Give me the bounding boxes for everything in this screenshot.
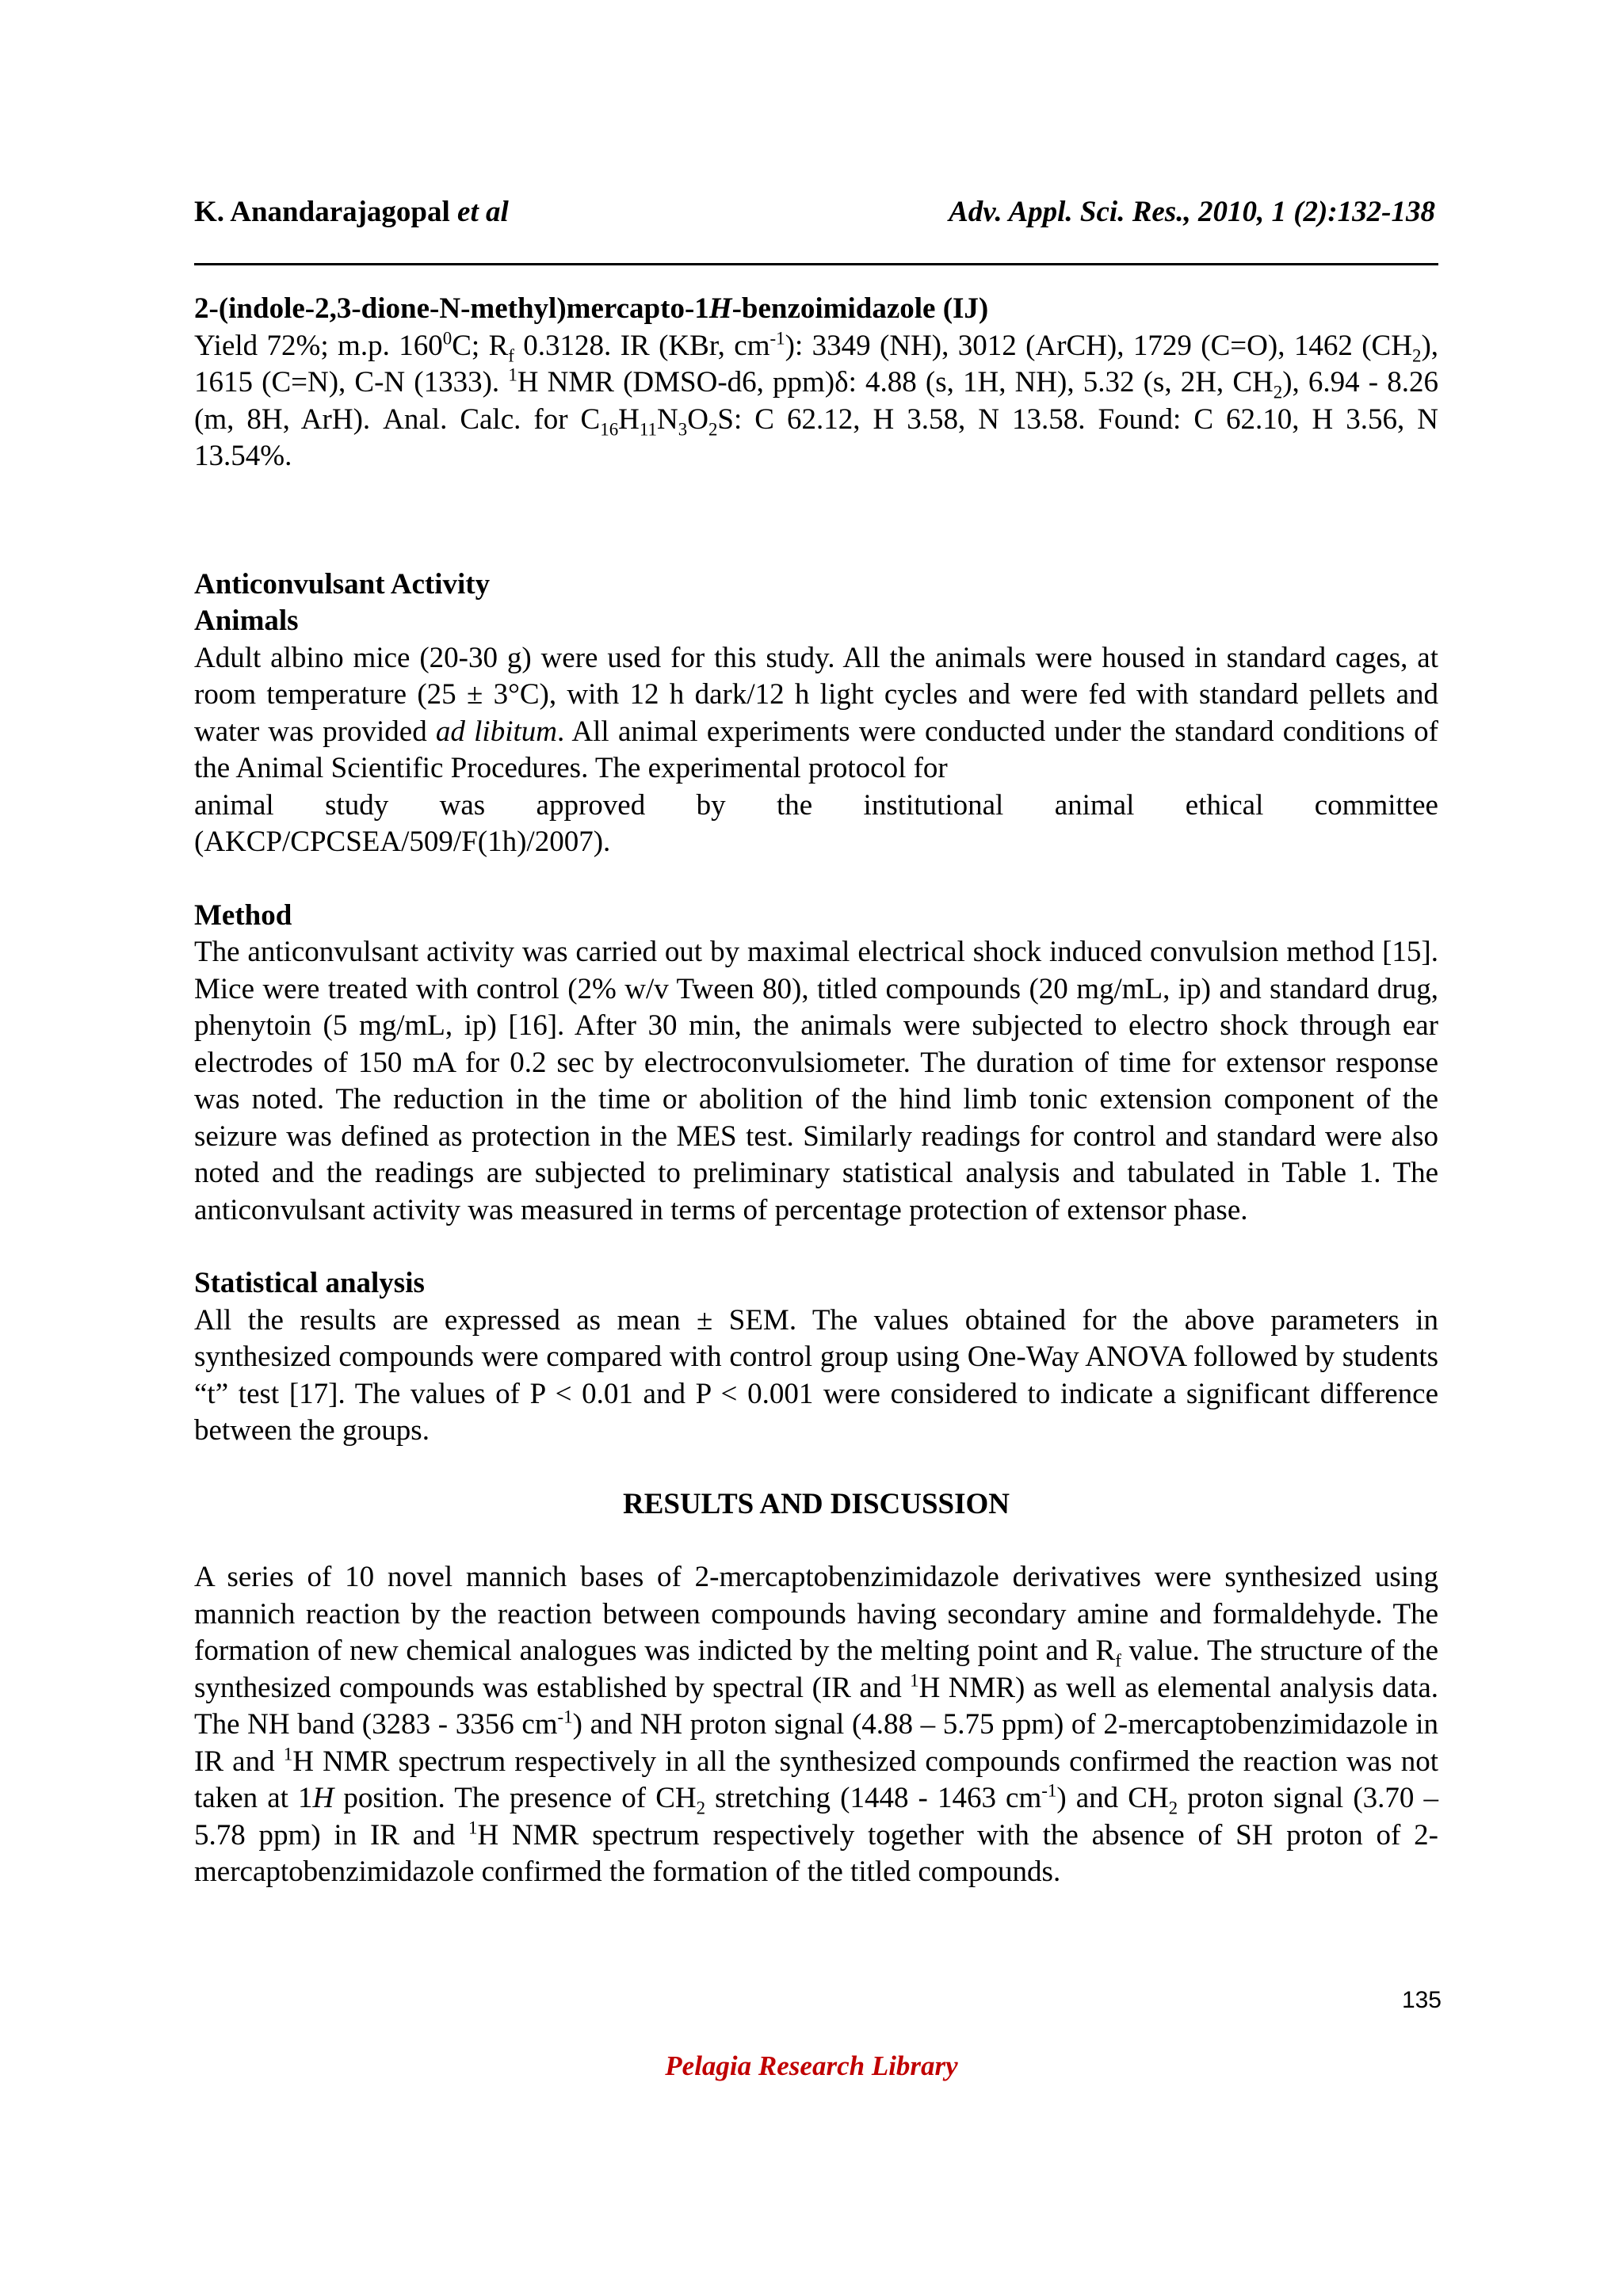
header-author: K. Anandarajagopal et al (194, 196, 509, 228)
page-number: 135 (1401, 1987, 1442, 2013)
animals-paragraph: Adult albino mice (20-30 g) were used for this study. All the animals were housed in standard cages, at room temperature (25 ± 3°C), with 12 h dark/12 h light cycles and were fed with standard pellets and water was provided ad libitum. All animal experiments were conducted under the standard conditions of the Animal Scientific Procedures. The experimental protocol for (194, 641, 1438, 784)
results-heading: RESULTS AND DISCUSSION (622, 1487, 1010, 1520)
header-rule (194, 263, 1438, 265)
running-header (194, 193, 1435, 231)
statistics-heading: Statistical analysis (194, 1267, 425, 1299)
compound-title: 2-(indole-2,3-dione-N-methyl)mercapto-1H-benzoimidazole (IJ) (194, 292, 989, 325)
publisher-footer: Pelagia Research Library (665, 2050, 958, 2081)
results-paragraph: A series of 10 novel mannich bases of 2-mercaptobenzimidazole derivatives were synthesized using mannich reaction by the reaction between compounds having secondary amine and formaldehyde. The formation of new chemical analogues was indicted by the melting point and $R_f$ value. The structure of the synthesized compounds was established by spectral (IR and $^1$H NMR) as well as elemental analysis data. The NH band (3283 - 3356 $cm^{-1}$) and NH proton signal (4.88 – 5.75 ppm) of 2-mercaptobenzimidazole in IR and $^1$H NMR spectrum respectively in all the synthesized compounds confirmed the reaction was not taken at 1H position. The presence of $CH_2$ stretching (1448 - 1463 $cm^{-1}$) and $CH_2$ proton signal (3.70 – 5.78 ppm) in IR and $^1$H NMR spectrum respectively together with the absence of SH proton of 2-mercaptobenzimidazole confirmed the formation of the titled compounds. (194, 1561, 1438, 1888)
method-heading: Method (194, 898, 292, 932)
compound-data-paragraph: Yield 72%; m.p. $160^0C$; $R_f$ 0.3128. IR (KBr, $cm^{-1}$): 3349 (NH), 3012 (ArCH), 1729 (C=O), 1462 $(CH_2)$, 1615 (C=N), C-N (1333). $^1$H NMR (DMSO-d6, ppm)δ: 4.88 (s, 1H, NH), 5.32 (s, 2H, $CH_2$), 6.94 - 8.26 (m, 8H, ArH). Anal. Calc. for $C_{16}H_{11}N_3O_2S$: C 62.12, H 3.58, N 13.58. Found: C 62.10, H 3.56, N 13.54%. (194, 328, 1439, 472)
statistics-paragraph: All the results are expressed as mean ± SEM. The values obtained for the above parameters in synthesized compounds were compared with control group using One-Way ANOVA followed by students “t” test [17]. The values of P < 0.01 and P < 0.001 were considered to indicate a significant difference between the groups. (194, 1303, 1438, 1447)
header-journal: Adv. Appl. Sci. Res., 2010, 1 (2):132-138 (949, 196, 1435, 228)
animals-justified-line: animal study was approved by the institutional animal ethical committee (194, 788, 1438, 822)
article-body (194, 291, 1438, 1891)
animals-heading: Animals (194, 605, 299, 637)
animals-ethics-line: (AKCP/CPCSEA/509/F(1h)/2007). (194, 826, 611, 858)
method-paragraph: The anticonvulsant activity was carried out by maximal electrical shock induced convulsion method [15]. Mice were treated with control (2% w/v Tween 80), titled compounds (20 mg/mL, ip) and standard drug, phenytoin (5 mg/mL, ip) [16]. After 30 min, the animals were subjected to electro shock through ear electrodes of 150 mA for 0.2 sec by electroconvulsiometer. The duration of time for extensor response was noted. The reduction in the time or abolition of the hind limb tonic extension component of the seizure was defined as protection in the MES test. Similarly readings for control and standard were also noted and the readings are subjected to preliminary statistical analysis and tabulated in Table 1. The anticonvulsant activity was measured in terms of percentage protection of extensor phase. (194, 936, 1438, 1226)
anticonvulsant-heading: Anticonvulsant Activity (194, 567, 491, 601)
